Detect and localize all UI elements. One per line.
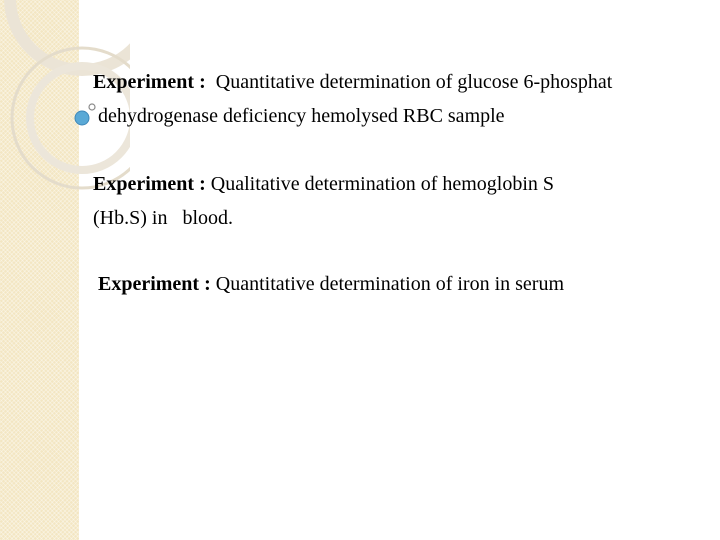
experiment-1-line-1 [93,70,612,94]
experiment-2-label: Experiment : [93,173,206,195]
experiment-1-label: Experiment : [93,71,206,93]
small-ring-icon [89,104,95,110]
experiment-3-label: Experiment : [98,273,211,295]
experiment-1-title: Quantitative determination of glucose 6-phosphat [215,71,613,93]
experiment-2-line-1 [93,172,554,196]
experiment-1-line-2: dehydrogenase deficiency hemolysed RBC sample [98,105,505,127]
experiment-3-title: Quantitative determination of iron in serum [215,273,565,295]
decorative-side-band [0,0,79,540]
experiment-2-title: Qualitative determination of hemoglobin S [210,173,555,195]
experiment-3-line-1 [98,272,564,296]
experiment-2-line-2: (Hb.S) in blood. [93,207,233,229]
